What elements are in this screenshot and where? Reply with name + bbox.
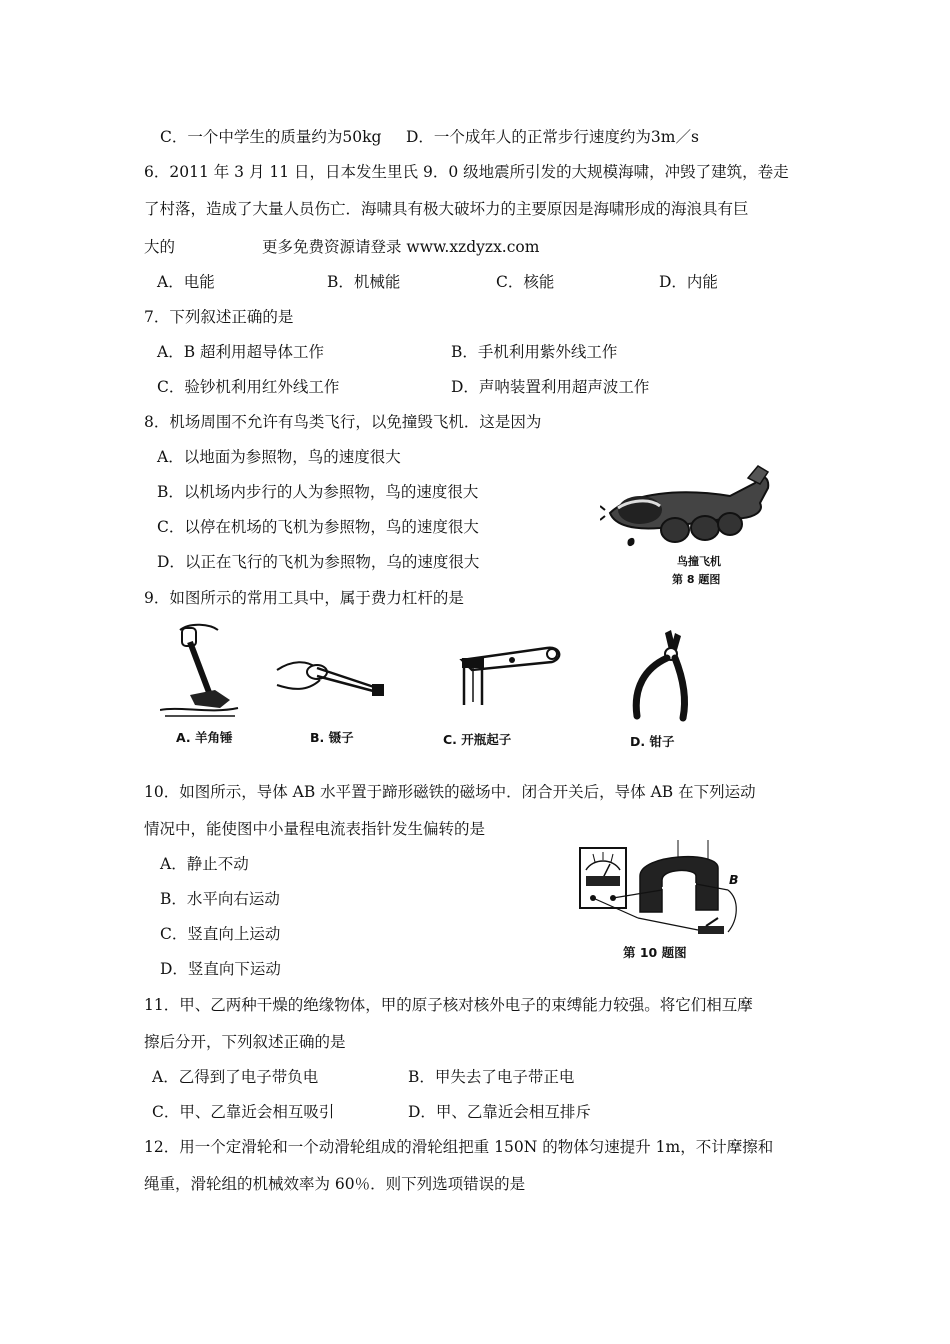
q8-figure-caption-1: 鸟撞飞机 (677, 555, 721, 568)
q12-stem-line2: 绳重，滑轮组的机械效率为 60％．则下列选项错误的是 (144, 1175, 526, 1193)
q6-stem-line2: 了村落，造成了大量人员伤亡．海啸具有极大破坏力的主要原因是海啸形成的海浪具有巨 (144, 200, 749, 218)
q10-figure-caption: 第 10 题图 (623, 945, 687, 960)
q10-option-b: B．水平向右运动 (160, 890, 280, 908)
q6-stem-line3: 大的 (144, 238, 176, 256)
tweezers-figure (272, 650, 392, 710)
q10-stem-line1: 10．如图所示，导体 AB 水平置于蹄形磁铁的磁场中．闭合开关后，导体 AB 在下列运动 (144, 783, 756, 801)
q8-option-c: C．以停在机场的飞机为参照物，鸟的速度很大 (157, 518, 479, 536)
q10-option-c: C．竖直向上运动 (160, 925, 281, 943)
q10-label-b: B (729, 872, 739, 887)
q10-option-a: A．静止不动 (160, 855, 249, 873)
q6-option-d: D．内能 (659, 273, 718, 291)
q7-stem: 7．下列叙述正确的是 (144, 308, 294, 326)
q8-option-b: B．以机场内步行的人为参照物，鸟的速度很大 (157, 483, 479, 501)
q11-stem-line1: 11．甲、乙两种干燥的绝缘物体，甲的原子核对核外电子的束缚能力较强。将它们相互摩 (144, 996, 753, 1014)
q8-figure-caption-2: 第 8 题图 (672, 573, 721, 586)
q7-option-b: B．手机利用紫外线工作 (451, 343, 618, 361)
q6-stem-line1: 6．2011 年 3 月 11 日，日本发生里氏 9．0 级地震所引发的大规模海啸，冲毁了建筑，卷走 (144, 163, 789, 181)
q11-option-d: D．甲、乙靠近会相互排斥 (408, 1103, 591, 1121)
q9-caption-a: A. 羊角锤 (176, 730, 233, 745)
q10-stem-line2: 情况中，能使图中小量程电流表指针发生偏转的是 (144, 820, 486, 838)
bottle-opener-figure (452, 640, 567, 710)
pliers-figure (625, 628, 695, 723)
q8-airplane-figure (600, 458, 780, 558)
q7-option-d: D．声呐装置利用超声波工作 (451, 378, 650, 396)
q6-option-c: C．核能 (496, 273, 555, 291)
q9-caption-b: B. 镊子 (310, 730, 354, 745)
q9-caption-d: D. 钳子 (630, 734, 675, 749)
q7-option-a: A．B 超利用超导体工作 (157, 343, 325, 361)
q11-option-c: C．甲、乙靠近会相互吸引 (152, 1103, 335, 1121)
q8-stem: 8．机场周围不允许有鸟类飞行，以免撞毁飞机．这是因为 (144, 413, 542, 431)
q6-option-a: A．电能 (157, 273, 215, 291)
q9-stem: 9．如图所示的常用工具中，属于费力杠杆的是 (144, 589, 464, 607)
q5-option-d: D．一个成年人的正常步行速度约为3m／s (406, 128, 699, 146)
q11-option-a: A．乙得到了电子带负电 (152, 1068, 319, 1086)
q8-option-a: A．以地面为参照物，鸟的速度很大 (157, 448, 401, 466)
watermark-text: 更多免费资源请登录 www.xzdyzx.com (262, 238, 540, 256)
q6-option-b: B．机械能 (327, 273, 401, 291)
q10-option-d: D．竖直向下运动 (160, 960, 281, 978)
q8-option-d: D．以正在飞行的飞机为参照物，乌的速度很大 (157, 553, 480, 571)
claw-hammer-figure (160, 620, 240, 720)
q12-stem-line1: 12．用一个定滑轮和一个动滑轮组成的滑轮组把重 150N 的物体匀速提升 1m，不计摩擦和 (144, 1138, 774, 1156)
q5-option-c: C．一个中学生的质量约为50kg (160, 128, 382, 146)
q7-option-c: C．验钞机利用红外线工作 (157, 378, 340, 396)
q10-magnet-circuit-figure (578, 840, 750, 948)
q11-option-b: B．甲失去了电子带正电 (408, 1068, 575, 1086)
q9-caption-c: C. 开瓶起子 (443, 732, 512, 747)
q11-stem-line2: 擦后分开，下列叙述正确的是 (144, 1033, 346, 1051)
